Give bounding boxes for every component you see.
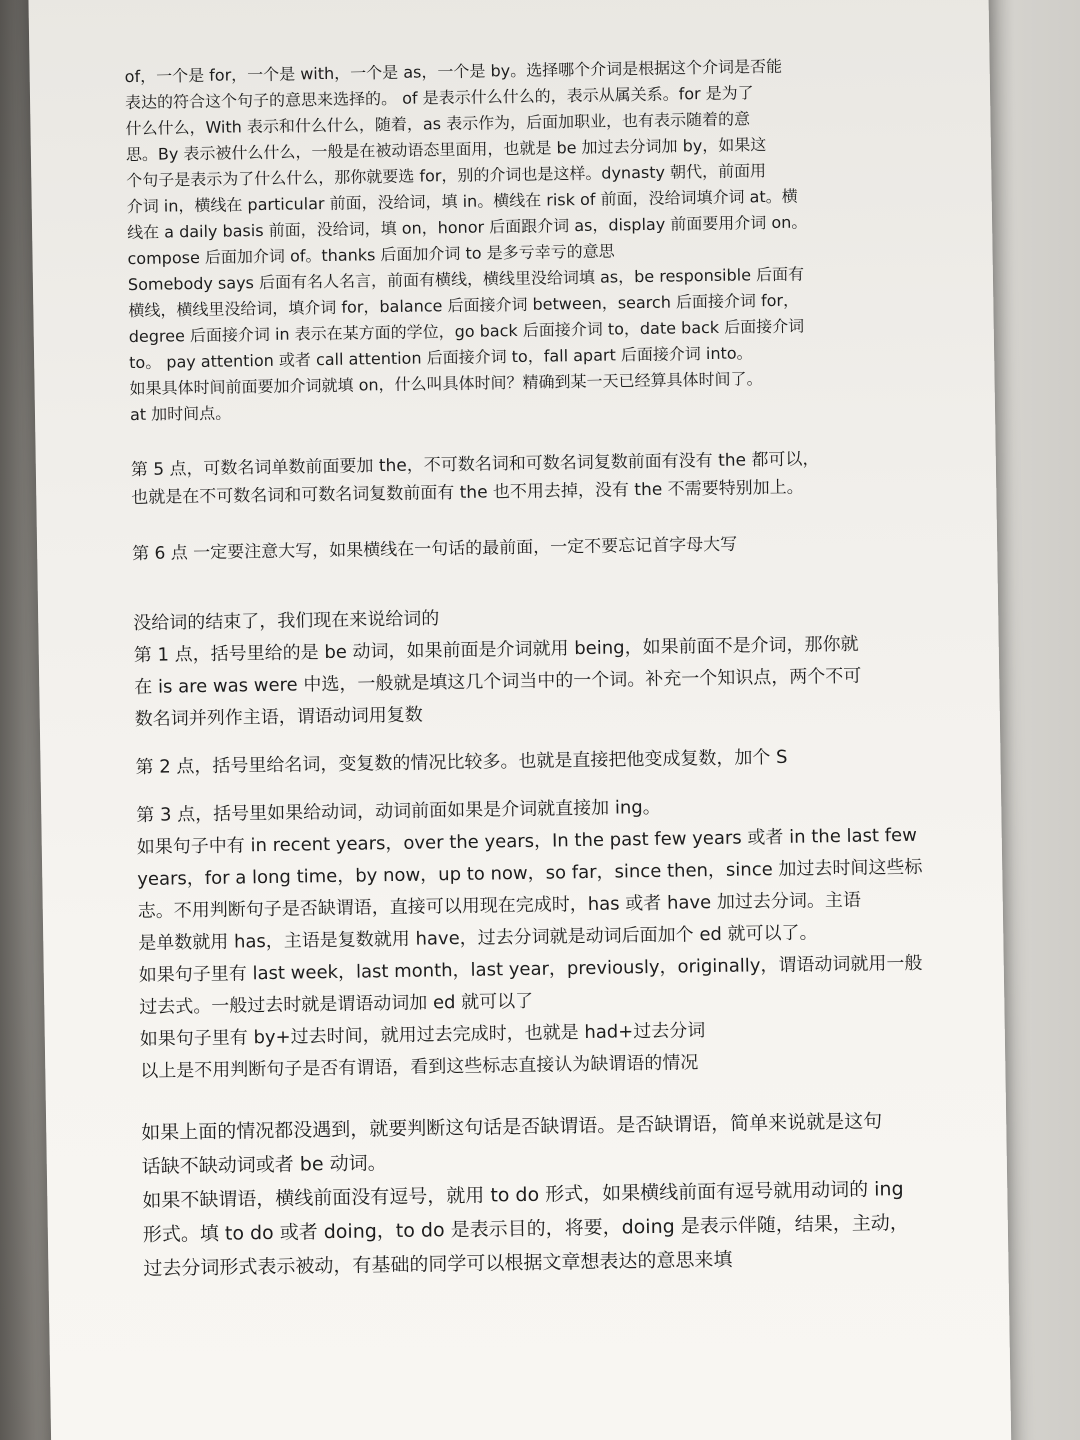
text-line: 横线，横线里没给词，填介词 for，balance 后面接介词 between，search 后面接介词 for， xyxy=(128,290,800,321)
text-line: 线在 a daily basis 前面，没给词，填 on，honor 后面跟介词 as，display 前面要用介词 on。 xyxy=(126,212,808,243)
printed-page xyxy=(28,0,1011,1440)
text-line: 如果句子中有 in recent years，over the years，In the past few years 或者 in the last few xyxy=(136,824,918,859)
text-line: 如果不缺谓语，横线前面没有逗号，就用 to do 形式，如果横线前面有逗号就用动词的 ing xyxy=(142,1178,904,1212)
text-line: Somebody says 后面有名人名言，前面有横线，横线里没给词填 as，be responsible 后面有 xyxy=(127,264,805,295)
text-line: 话缺不缺动词或者 be 动词。 xyxy=(141,1152,387,1178)
text-line: 如果句子里有 by+过去时间，就用过去完成时，也就是 had+过去分词 xyxy=(139,1020,706,1051)
text-line: 是单数就用 has，主语是复数就用 have，过去分词就是动词后面加个 ed 就可以了。 xyxy=(138,922,818,955)
text-line: 第 2 点，括号里给名词，变复数的情况比较多。也就是直接把他变成复数，加个 S xyxy=(135,746,788,779)
missing-predicate-paragraph xyxy=(141,1104,934,1286)
text-line: 形式。填 to do 或者 doing，to do 是表示目的，将要，doing 是表示伴随，结果，主动， xyxy=(142,1211,909,1246)
text-line: 志。不用判断句子是否缺谓语，直接可以用现在完成时，has 或者 have 加过去分词。主语 xyxy=(137,889,862,923)
text-line: 第 1 点，括号里给的是 be 动词，如果前面是介词就用 being，如果前面不是介词，那你就 xyxy=(133,633,859,667)
text-line: 表达的符合这个句子的意思来选择的。 of 是表示什么什么的，表示从属关系。for 是为了 xyxy=(124,83,754,113)
text-line: 个句子是表示为了什么什么，那你就要选 for，别的介词也是这样。dynasty 朝代，前面用 xyxy=(126,161,767,191)
text-line: 没给词的结束了，我们现在来说给词的 xyxy=(133,608,440,635)
text-line: 也就是在不可数名词和可数名词复数前面有 the 也不用去掉，没有 the 不需要特别加上。 xyxy=(131,477,804,509)
text-line: 数名词并列作主语，谓语动词用复数 xyxy=(134,704,423,731)
given-point-3-paragraph xyxy=(136,788,930,1088)
text-line: 什么什么，With 表示和什么什么，随着，as 表示作为，后面加职业，也有表示随着的意 xyxy=(125,109,751,139)
text-line: 过去式。一般过去时就是谓语动词加 ed 就可以了 xyxy=(139,990,534,1019)
text-line: years，for a long time，by now，up to now，so far，since then，since 加过去时间这些标 xyxy=(137,856,923,891)
text-line: 以上是不用判断句子是否有谓语，看到这些标志直接认为缺谓语的情况 xyxy=(140,1052,699,1083)
text-line: degree 后面接介词 in 表示在某方面的学位，go back 后面接介词 to，date back 后面接介词 xyxy=(128,316,805,347)
text-line: 在 is are was were 中选，一般就是填这几个词当中的一个词。补充一个知识点，两个不可 xyxy=(134,665,862,699)
text-line: 过去分词形式表示被动，有基础的同学可以根据文章想表达的意思来填 xyxy=(143,1248,733,1280)
page-content xyxy=(124,52,933,1286)
text-line: 第 5 点，可数名词单数前面要加 the，不可数名词和可数名词复数前面有没有 the 都可以， xyxy=(130,449,820,481)
text-line: to。 pay attention 或者 call attention 后面接介词 to，fall apart 后面接介词 into。 xyxy=(129,343,753,373)
text-line: 介词 in，横线在 particular 前面，没给词，填 in。横线在 risk of 前面，没给词填介词 at。横 xyxy=(126,186,798,217)
prepositions-section xyxy=(124,52,920,428)
text-line: 如果上面的情况都没遇到，就要判断这句话是否缺谓语。是否缺谓语，简单来说就是这句 xyxy=(141,1110,883,1144)
text-line: 如果句子里有 last week，last month，last year，previously，originally，谓语动词就用一般 xyxy=(138,952,923,987)
text-line: compose 后面加介词 of。thanks 后面加介词 to 是多亏幸亏的意思 xyxy=(127,241,615,269)
text-line: 如果具体时间前面要加介词就填 on，什么叫具体时间？精确到某一天已经算具体时间了。 xyxy=(129,369,763,399)
text-line: 第 3 点，括号里如果给动词，动词前面如果是介词就直接加 ing。 xyxy=(136,796,661,827)
text-line: 第 6 点 一定要注意大写，如果横线在一句话的最前面，一定不要忘记首字母大写 xyxy=(132,534,738,565)
text-line: 思。By 表示被什么什么，一般是在被动语态里面用，也就是 be 加过去分词加 by，如果这 xyxy=(125,135,767,165)
text-line: of，一个是 for，一个是 with，一个是 as，一个是 by。选择哪个介词是根据这个介词是否能 xyxy=(124,56,783,87)
given-words-intro-paragraph xyxy=(133,596,925,736)
text-line: at 加时间点。 xyxy=(129,403,232,425)
